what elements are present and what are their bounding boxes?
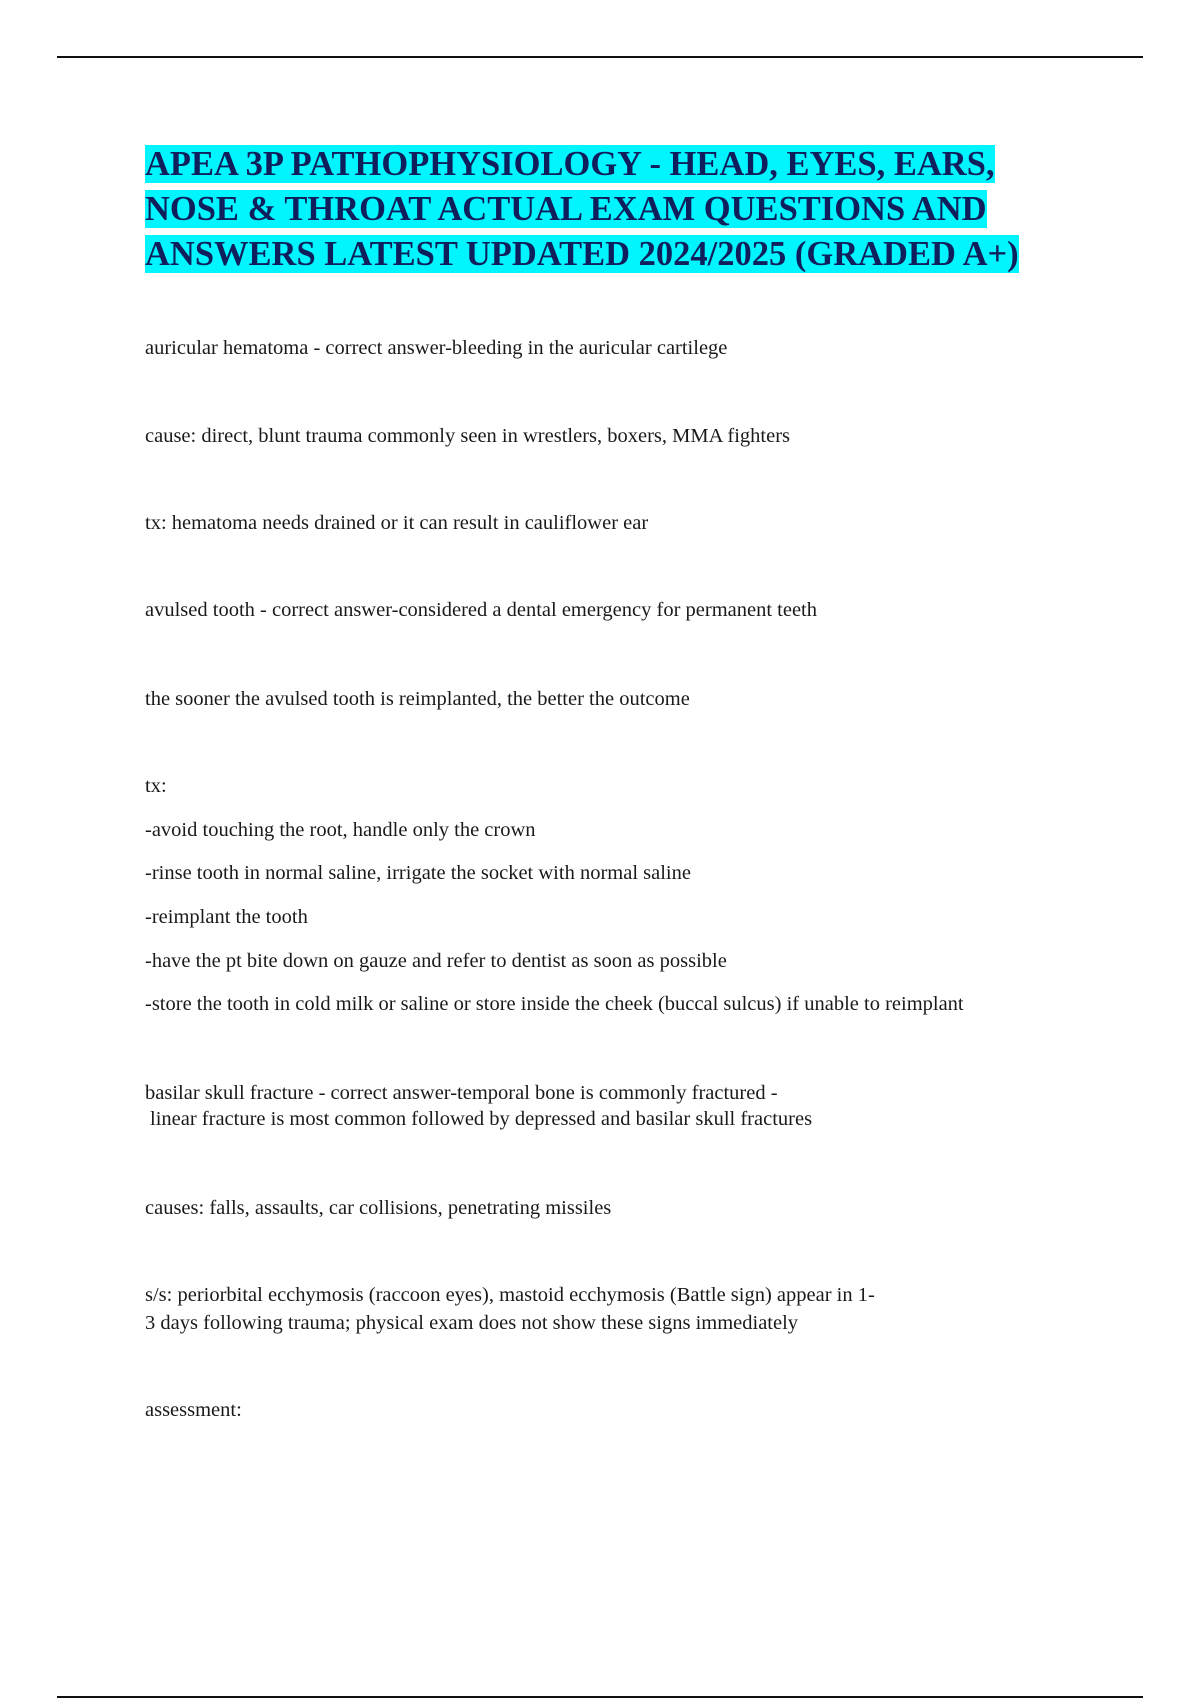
entry-avulsed-tx-step-5: -store the tooth in cold milk or saline or store inside the cheek (buccal sulcus) if unable to reimplant: [145, 993, 964, 1015]
top-rule: [57, 56, 1143, 58]
entry-basilar-skull-fracture-cont: linear fracture is most common followed by depressed and basilar skull fractures: [150, 1108, 813, 1130]
entry-basilar-signs-cont: 3 days following trauma; physical exam does not show these signs immediately: [145, 1312, 799, 1334]
entry-avulsed-tx-heading: tx:: [145, 775, 167, 797]
entry-basilar-signs: s/s: periorbital ecchymosis (raccoon eyes), mastoid ecchymosis (Battle sign) appear in 1-: [145, 1284, 875, 1306]
entry-avulsed-tooth: avulsed tooth - correct answer-considered a dental emergency for permanent teeth: [145, 599, 817, 621]
entry-avulsed-tx-step-4: -have the pt bite down on gauze and refer to dentist as soon as possible: [145, 950, 727, 972]
title-line-1: APEA 3P PATHOPHYSIOLOGY - HEAD, EYES, EARS,: [145, 145, 995, 183]
entry-auricular-hematoma: auricular hematoma - correct answer-bleeding in the auricular cartilege: [145, 337, 728, 359]
entry-basilar-assessment: assessment:: [145, 1399, 242, 1421]
document-title: [145, 142, 1105, 277]
entry-avulsed-tx-step-2: -rinse tooth in normal saline, irrigate the socket with normal saline: [145, 862, 691, 884]
entry-avulsed-tx-step-3: -reimplant the tooth: [145, 906, 308, 928]
entry-avulsed-outcome: the sooner the avulsed tooth is reimplanted, the better the outcome: [145, 688, 690, 710]
entry-avulsed-tx-step-1: -avoid touching the root, handle only the crown: [145, 819, 536, 841]
title-line-3: ANSWERS LATEST UPDATED 2024/2025 (GRADED A+): [145, 235, 1019, 273]
bottom-rule: [57, 1696, 1143, 1698]
entry-auricular-tx: tx: hematoma needs drained or it can result in cauliflower ear: [145, 512, 649, 534]
entry-basilar-skull-fracture: basilar skull fracture - correct answer-temporal bone is commonly fractured -: [145, 1082, 778, 1104]
entry-auricular-cause: cause: direct, blunt trauma commonly seen in wrestlers, boxers, MMA fighters: [145, 425, 791, 447]
entry-basilar-causes: causes: falls, assaults, car collisions, penetrating missiles: [145, 1197, 612, 1219]
title-line-2: NOSE & THROAT ACTUAL EXAM QUESTIONS AND: [145, 190, 987, 228]
